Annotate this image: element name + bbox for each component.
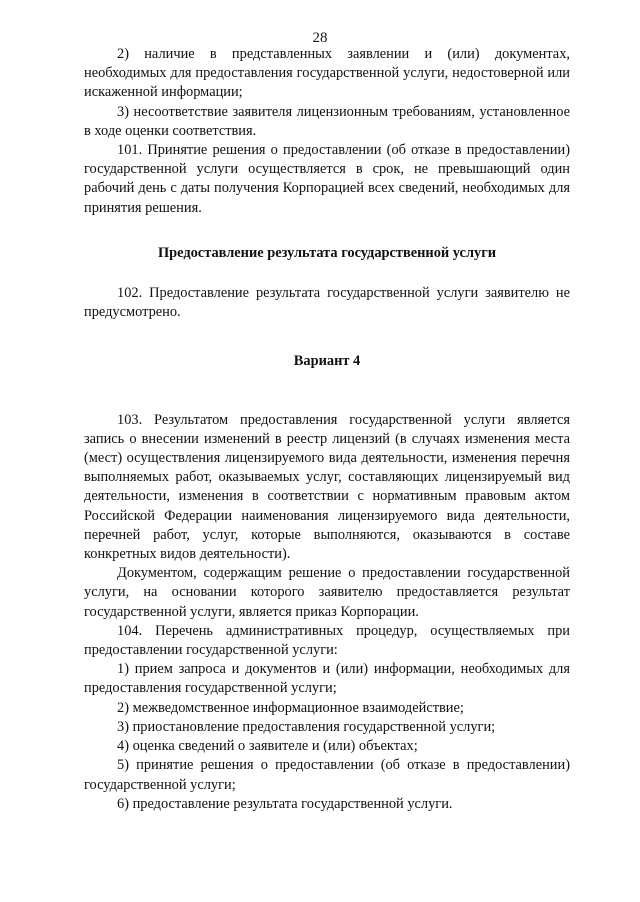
paragraph-result-document: Документом, содержащим решение о предоставлении государственной услуги, на основании которого заявителю предоставляется результат государственной услуги, является приказ Корпорации. (84, 565, 570, 620)
list-item-5: 5) принятие решения о предоставлении (об отказе в предоставлении) государственной услуги; (84, 757, 570, 793)
paragraph-101: 101. Принятие решения о предоставлении (об отказе в предоставлении) государственной услуги осуществляется в срок, не превышающий один рабочий день с даты получения Корпорацией всех сведений, необходимых для принятия решения. (84, 142, 570, 216)
list-item-6: 6) предоставление результата государственной услуги. (117, 795, 453, 812)
section-heading-result: Предоставление результата государственной услуги (157, 244, 497, 261)
spacer (84, 263, 570, 284)
spacer (84, 372, 570, 411)
paragraph-104: 104. Перечень административных процедур, осуществляемых при предоставлении государственной услуги: (84, 622, 570, 659)
document-body (84, 45, 570, 814)
list-item-4: 4) оценка сведений о заявителе и (или) объектах; (117, 738, 418, 755)
list-item-3: 3) приостановление предоставления государственной услуги; (117, 718, 496, 735)
paragraph-103: 103. Результатом предоставления государственной услуги является запись о внесении изменений в реестр лицензий (в случаях изменения места (мест) осуществления лицензируемого вида деятельности, изменения перечня выполняемых работ, оказываемых услуг, составляющих лицензируемый вид деятельности, изменения в соответствии с нормативным правовым актом Российской Федерации наименования лицензируемого вида деятельности, перечней работ, услуг, которые выполняются, оказываются в составе конкретных видов деятельности). (84, 411, 570, 563)
spacer (84, 218, 570, 244)
spacer (84, 322, 570, 352)
list-item-1: 1) прием запроса и документов и (или) информации, необходимых для предоставления государственной услуги; (84, 661, 570, 697)
paragraph-reason-3: 3) несоответствие заявителя лицензионным требованиям, установленное в ходе оценки соответствия. (84, 103, 570, 139)
paragraph-reason-2: 2) наличие в представленных заявлении и (или) документах, необходимых для предоставления государственной услуги, недостоверной или искаженной информации; (84, 46, 570, 101)
section-heading-variant: Вариант 4 (293, 353, 361, 370)
paragraph-102: 102. Предоставление результата государственной услуги заявителю не предусмотрено. (84, 285, 570, 321)
list-item-2: 2) межведомственное информационное взаимодействие; (117, 699, 464, 716)
page-number: 28 (312, 30, 328, 46)
